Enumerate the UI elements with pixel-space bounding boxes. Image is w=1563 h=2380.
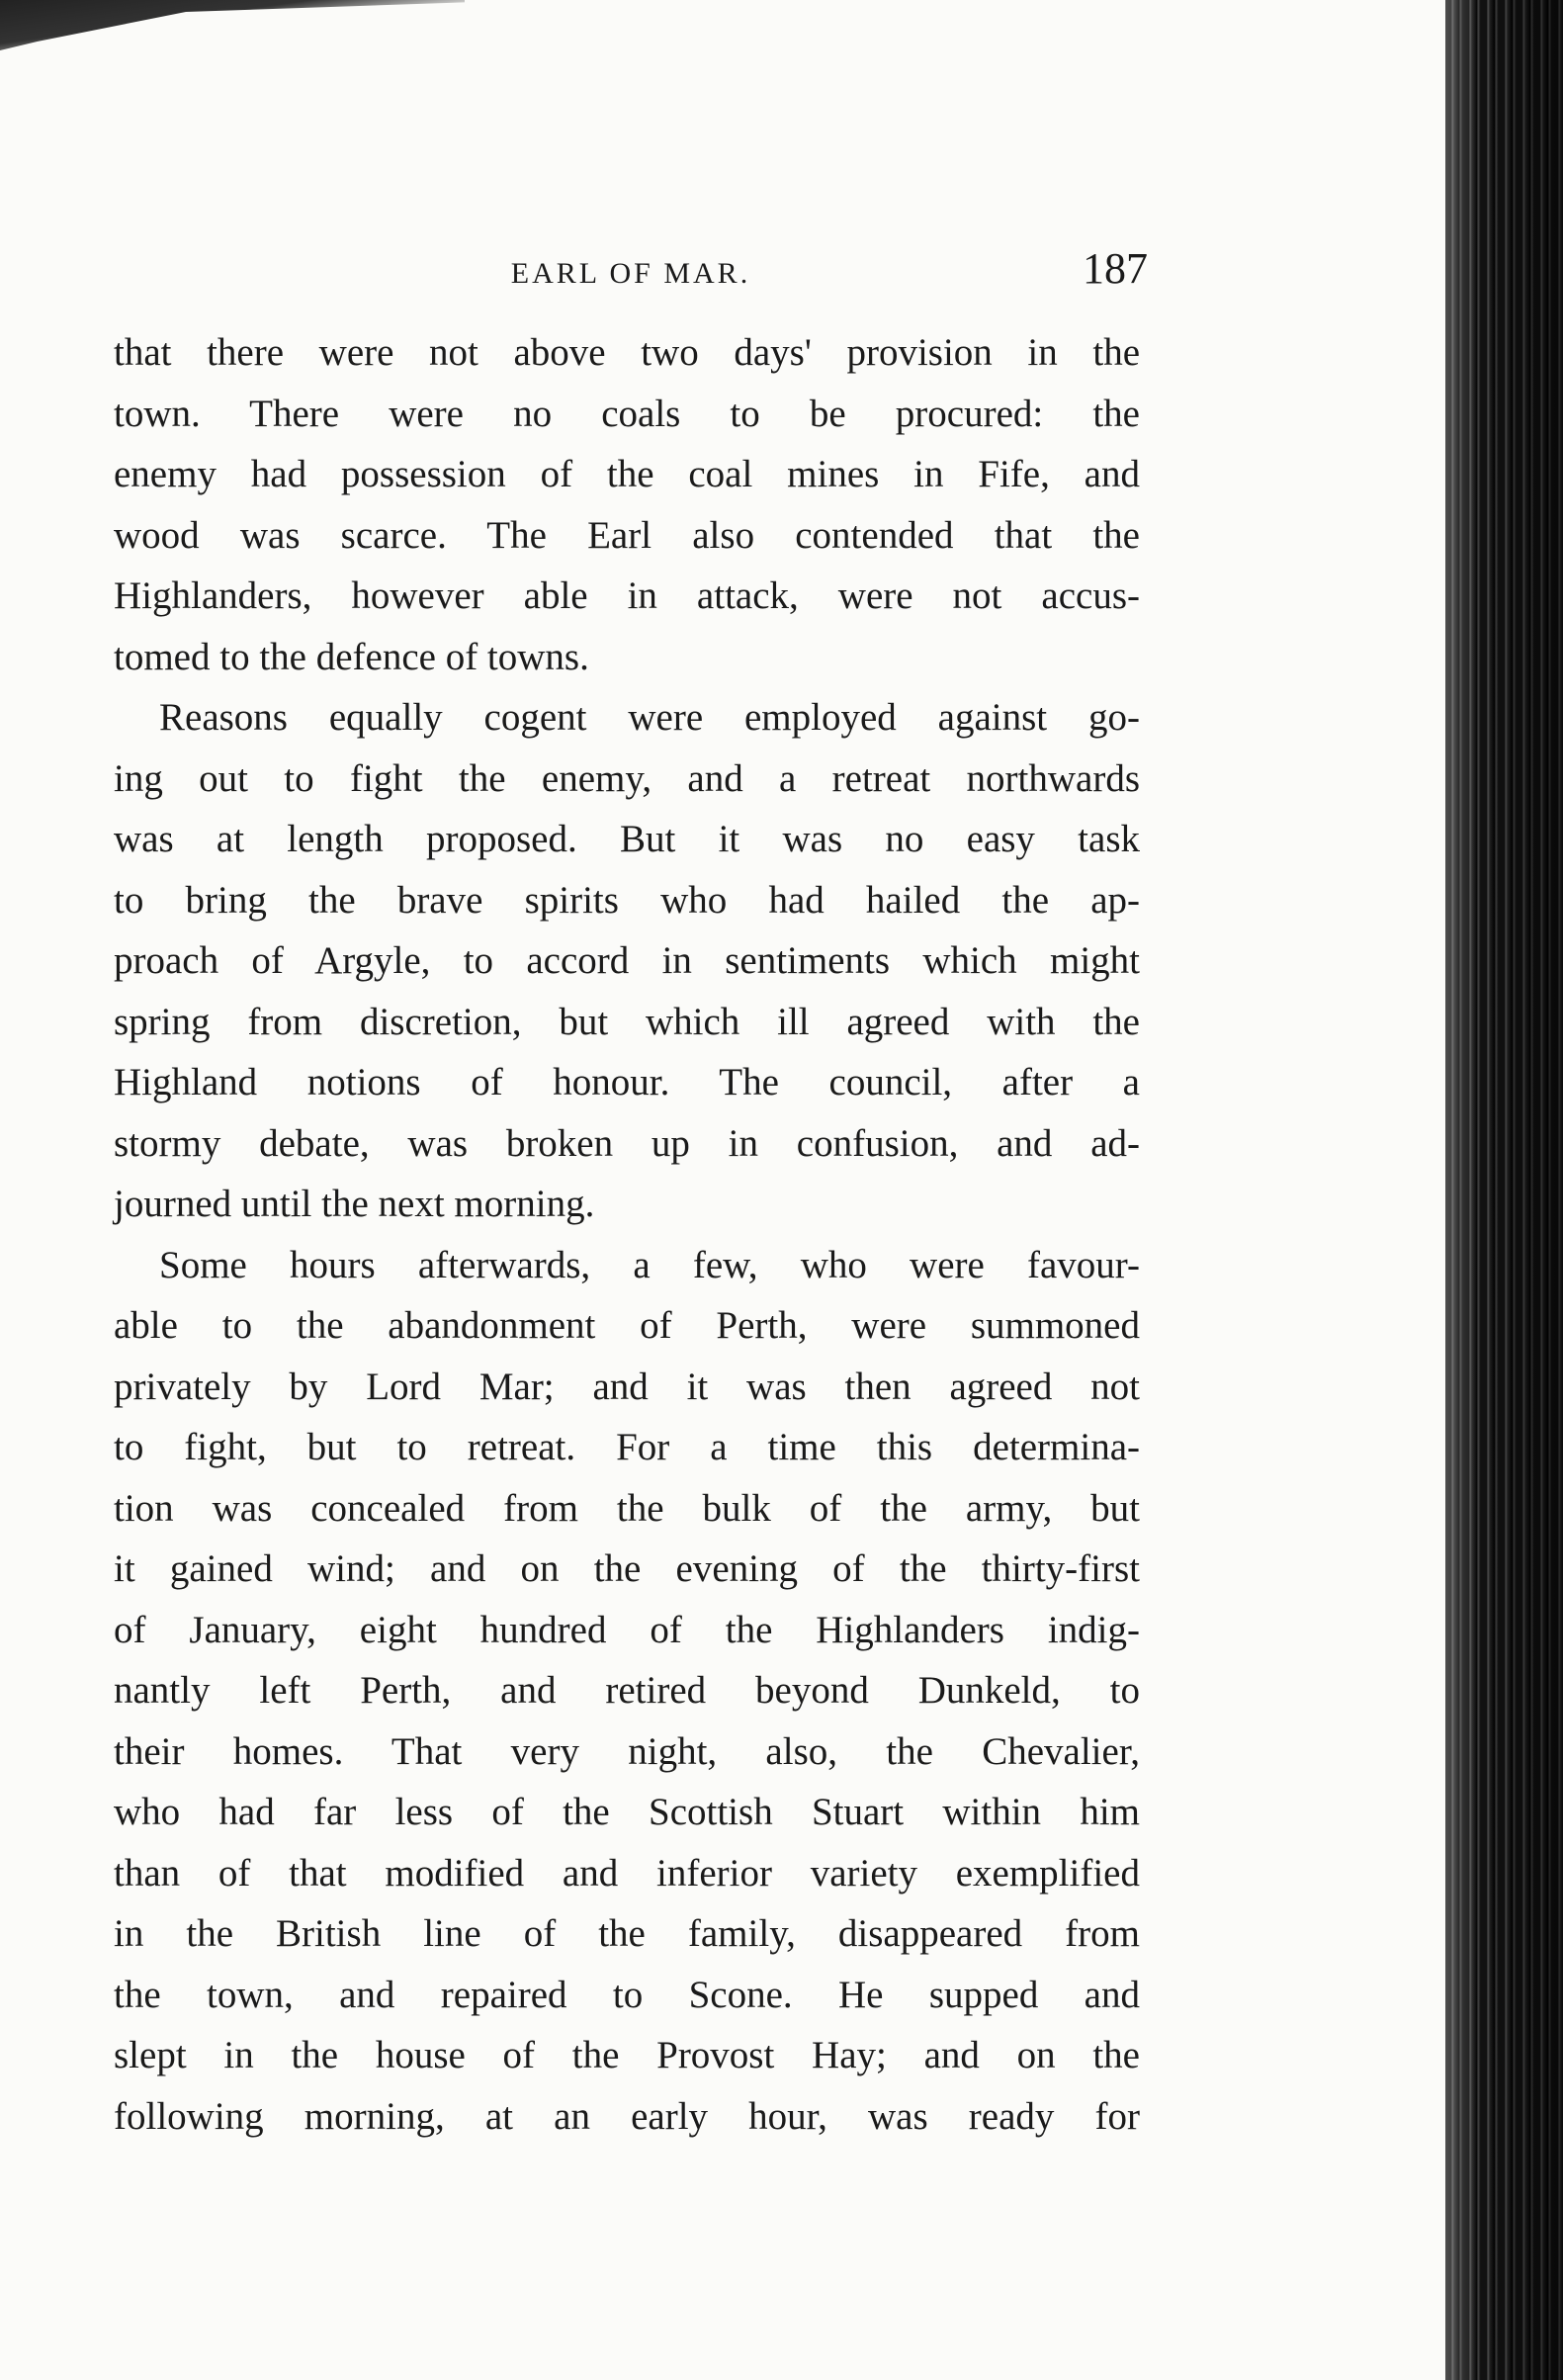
text-line: to bring the brave spirits who had hailed the ap- <box>114 878 1140 922</box>
text-line: tion was concealed from the bulk of the army, but <box>114 1486 1140 1530</box>
page-number: 187 <box>1083 244 1148 293</box>
text-line: enemy had possession of the coal mines in Fife, and <box>114 453 1140 495</box>
text-line: Highlanders, however able in attack, were not accus- <box>114 574 1140 617</box>
text-line: stormy debate, was broken up in confusion, and ad- <box>114 1121 1140 1165</box>
text-line: town. There were no coals to be procured: the <box>114 392 1140 435</box>
text-line: slept in the house of the Provost Hay; and on the <box>114 2034 1140 2076</box>
text-line: Highland notions of honour. The council, after a <box>114 1061 1140 1103</box>
text-line: journed until the next morning. <box>114 1183 595 1225</box>
paragraph <box>114 322 1140 687</box>
running-head <box>114 244 1148 299</box>
text-line: Some hours afterwards, a few, who were favour- <box>159 1243 1140 1286</box>
text-line: following morning, at an early hour, was ready for <box>114 2094 1140 2138</box>
text-line: that there were not above two days' provision in the <box>114 331 1140 374</box>
text-line: spring from discretion, but which ill agreed with the <box>114 1000 1140 1043</box>
text-line: was at length proposed. But it was no easy task <box>114 818 1140 860</box>
paragraph <box>114 1235 1140 2148</box>
text-line: than of that modified and inferior variety exemplified <box>114 1851 1140 1895</box>
text-line: to fight, but to retreat. For a time this determina- <box>114 1426 1140 1468</box>
scan-smudge <box>0 0 465 59</box>
text-line: privately by Lord Mar; and it was then agreed not <box>114 1365 1140 1408</box>
text-line: Reasons equally cogent were employed against go- <box>159 696 1140 739</box>
text-line: of January, eight hundred of the Highlanders indig- <box>114 1608 1140 1651</box>
running-title: EARL OF MAR. <box>510 257 751 290</box>
text-line: their homes. That very night, also, the Chevalier, <box>114 1729 1140 1773</box>
text-line: it gained wind; and on the evening of the thirty-first <box>114 1547 1140 1590</box>
text-line: the town, and repaired to Scone. He supped and <box>114 1973 1140 2016</box>
page-edge-shadow <box>1445 0 1563 2380</box>
text-line: who had far less of the Scottish Stuart within him <box>114 1791 1140 1833</box>
text-line: nantly left Perth, and retired beyond Dunkeld, to <box>114 1669 1140 1712</box>
body-text <box>114 322 1140 2147</box>
text-line: wood was scarce. The Earl also contended that the <box>114 513 1140 557</box>
text-line: in the British line of the family, disappeared from <box>114 1912 1140 1955</box>
text-line: ing out to fight the enemy, and a retreat northwards <box>114 756 1140 800</box>
text-line: able to the abandonment of Perth, were summoned <box>114 1304 1140 1347</box>
text-line: tomed to the defence of towns. <box>114 635 589 678</box>
paragraph <box>114 687 1140 1235</box>
text-line: proach of Argyle, to accord in sentiments which might <box>114 939 1140 982</box>
